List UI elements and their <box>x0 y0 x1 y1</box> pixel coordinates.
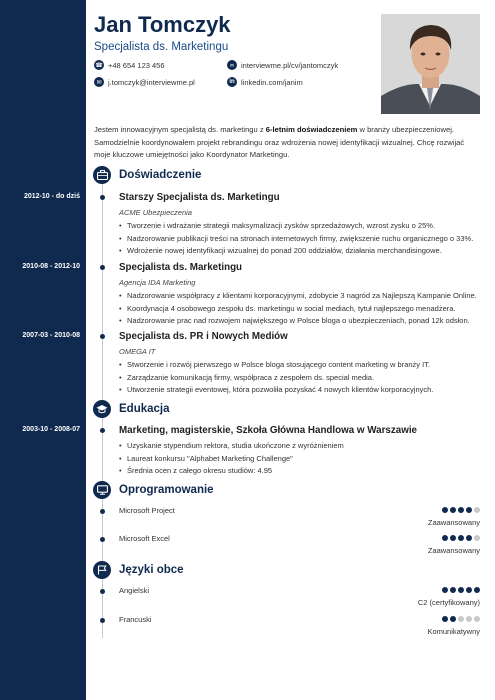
job-bullet: • Tworzenie i wdrażanie strategii maksymalizacji zysków sprzedażowych, wzrost zysku o 25%. <box>119 220 484 233</box>
job-entry <box>119 262 484 328</box>
rating-dot-filled <box>458 587 464 593</box>
summary-text-2: w branży ubezpieczeniowej. Samodzielnie koordynowałem projekt rebrandingu oraz wdrożenia nowej identyfikacji wizualnej. Chcę rozwijać moje kluczowe umiejętności jako Koordynator Marketingu. <box>94 125 465 159</box>
section-title-software: Oprogramowanie <box>119 484 214 496</box>
phone-icon: ☎ <box>95 61 103 69</box>
rating-dot-empty <box>466 616 472 622</box>
timeline-dot <box>100 428 105 433</box>
language-rating <box>442 616 480 622</box>
education-degree: Marketing, magisterskie, Szkoła Główna Handlowa w Warszawie <box>119 425 417 436</box>
flag-icon <box>93 561 111 579</box>
education-date: 2003-10 - 2008-07 <box>22 426 80 433</box>
software-name: Microsoft Excel <box>119 534 170 543</box>
contact-website <box>227 60 338 70</box>
skill-rating <box>442 535 480 541</box>
rating-dot-filled <box>442 535 448 541</box>
rating-dot-filled <box>466 507 472 513</box>
job-position: Specjalista ds. PR i Nowych Mediów <box>119 331 288 342</box>
rating-dot-filled <box>466 587 472 593</box>
contact-email <box>94 77 195 87</box>
rating-dot-filled <box>450 587 456 593</box>
job-title: Specjalista ds. Marketingu <box>94 41 229 53</box>
job-bullet: • Stworzenie i rozwój pierwszego w Polsce bloga stosującego content marketing w branży IT. <box>119 359 484 372</box>
job-entry <box>119 331 484 397</box>
job-company: Agencja IDA Marketing <box>119 278 196 287</box>
job-date: 2012-10 - do dziś <box>23 193 80 200</box>
candidate-name: Jan Tomczyk <box>94 12 231 37</box>
timeline-dot <box>100 509 105 514</box>
rating-dot-filled <box>442 616 448 622</box>
timeline-dot <box>100 537 105 542</box>
summary-text-1: Jestem innowacyjnym specjalistą ds. marketingu z <box>94 125 266 134</box>
envelope-icon: ✉ <box>94 77 104 87</box>
software-level: Zaawansowany <box>427 546 480 555</box>
job-position: Starszy Specjalista ds. Marketingu <box>119 192 280 203</box>
linkedin-text: linkedin.com/janim <box>241 77 303 87</box>
rating-dot-empty <box>474 535 480 541</box>
summary-highlight: 6-letnim doświadczeniem <box>265 125 358 134</box>
phone-text: +48 654 123 456 <box>108 60 165 70</box>
skill-rating <box>442 507 480 513</box>
rating-dot-filled <box>466 535 472 541</box>
job-date: 2007-03 - 2010-08 <box>22 332 80 339</box>
website-text: interviewme.pl/cv/jantomczyk <box>241 60 339 70</box>
contact-linkedin <box>227 77 303 87</box>
timeline-dot <box>100 618 105 623</box>
job-entry <box>119 192 484 258</box>
job-bullet: • Zarządzanie komunikacją firmy, współpraca z zespołem ds. special media. <box>119 372 484 385</box>
software-name: Microsoft Project <box>119 506 175 515</box>
language-rating <box>442 587 480 593</box>
rating-dot-filled <box>442 507 448 513</box>
resume-header <box>94 12 384 53</box>
education-bullet: • Laureat konkursu "Alphabet Marketing Challenge" <box>119 453 484 466</box>
job-date: 2010-08 - 2012-10 <box>22 263 80 270</box>
email-text: j.tomczyk@interviewme.pl <box>108 77 195 87</box>
rating-dot-filled <box>474 587 480 593</box>
rating-dot-filled <box>458 507 464 513</box>
job-company: OMEGA IT <box>119 347 156 356</box>
education-bullet: • Średnia ocen z całego okresu studiów: 4.95 <box>119 465 484 478</box>
section-title-education: Edukacja <box>119 403 170 415</box>
language-name: Francuski <box>119 615 152 624</box>
monitor-icon <box>93 481 111 499</box>
graduation-cap-icon <box>93 400 111 418</box>
portrait-image <box>381 14 480 114</box>
rating-dot-filled <box>450 507 456 513</box>
job-bullet: • Koordynacja 4 osobowego zespołu ds. marketingu w social mediach, tytuł najlepszego menadżera. <box>119 303 484 316</box>
language-level: C2 (certyfikowany) <box>417 598 480 607</box>
rating-dot-filled <box>458 535 464 541</box>
briefcase-icon <box>93 166 111 184</box>
profile-photo <box>381 14 480 114</box>
job-bullet: • Nadzorowanie prac nad rozwojem największego w Polsce bloga o ubezpieczeniach, ponad 12k odsłon. <box>119 315 484 328</box>
section-title-experience: Doświadczenie <box>119 169 202 181</box>
rating-dot-empty <box>474 616 480 622</box>
rating-dot-empty <box>458 616 464 622</box>
job-bullet: • Wdrożenie nowej identyfikacji wizualnej do ponad 200 oddziałów, działania merchandisingowe. <box>119 245 484 258</box>
timeline-dot <box>100 334 105 339</box>
sidebar <box>0 0 86 700</box>
rating-dot-filled <box>450 616 456 622</box>
rating-dot-empty <box>474 507 480 513</box>
software-level: Zaawansowany <box>427 518 480 527</box>
linkedin-icon: in <box>227 77 237 87</box>
education-entry <box>119 425 484 478</box>
profile-summary <box>94 124 482 162</box>
timeline-dot <box>100 589 105 594</box>
rating-dot-filled <box>450 535 456 541</box>
job-position: Specjalista ds. Marketingu <box>119 262 243 273</box>
timeline-dot <box>100 265 105 270</box>
education-bullet: • Uzyskanie stypendium rektora, studia ukończone z wyróżnieniem <box>119 440 484 453</box>
section-title-languages: Języki obce <box>119 564 184 576</box>
job-bullet: • Nadzorowanie współpracy z klientami korporacyjnymi, zdobycie 3 nagród za Najlepszą Kampanie Online. <box>119 290 484 303</box>
contact-phone <box>94 60 165 70</box>
timeline-dot <box>100 195 105 200</box>
job-bullet: • Nadzorowanie publikacji treści na stronach internetowych firmy, zwiększenie ruchu organicznego o 33%. <box>119 233 484 246</box>
language-level: Komunikatywny <box>427 627 480 636</box>
rating-dot-filled <box>442 587 448 593</box>
job-bullet: • Utworzenie strategii eventowej, która pozwoliła pozyskać 4 nowych klientów korporacyjnych. <box>119 384 484 397</box>
job-company: ACME Ubezpieczenia <box>119 208 192 217</box>
language-name: Angielski <box>119 586 150 595</box>
link-icon: ∞ <box>227 60 237 70</box>
